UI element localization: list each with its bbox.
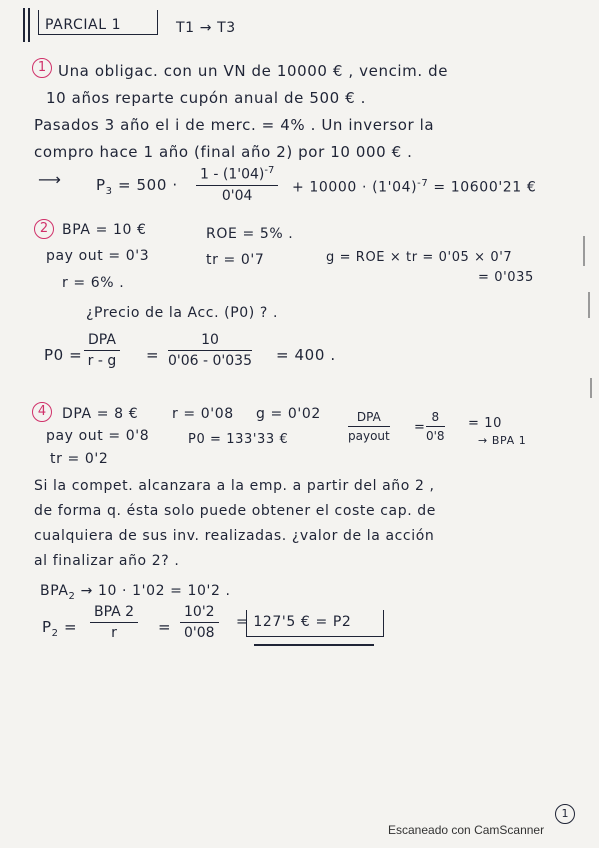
ex2-g-formula: g = ROE × tr = 0'05 × 0'7 [326, 250, 513, 265]
ex1-line-4: compro hace 1 año (final año 2) por 10 000 € . [34, 143, 413, 161]
ex4-frac-result: = 10 [468, 416, 502, 431]
ex4-p2-equals: = [158, 618, 172, 636]
ex1-formula-rest: + $10000 \cdot (1'04)^{-7} = 10600'21$ € [292, 178, 537, 196]
ex4-p0: P0 = 133'33 € [188, 432, 289, 447]
page-number: 1 [555, 804, 575, 824]
ex4-text-line-3: cualquiera de sus inv. realizadas. ¿valor de la acción [34, 528, 435, 544]
margin-line [28, 8, 30, 42]
exercise-1-number: 1 [32, 58, 52, 78]
ex4-result-underline [254, 644, 374, 646]
ex4-payout: pay out = 0'8 [46, 428, 150, 444]
ex2-payout: pay out = 0'3 [46, 248, 150, 264]
ex1-line-1: Una obligac. con un VN de 10000 € , vencim. de [58, 62, 449, 80]
ex2-r: r = 6% . [62, 275, 125, 291]
ex4-p2-fraction-values: $\frac{10'2}{0'08}$ [180, 604, 219, 641]
arrow-icon: ⟶ [38, 170, 62, 189]
ex4-p2-label: $P_2$ = [42, 618, 78, 639]
ex4-fraction-dpa-payout: DPA payout [348, 410, 390, 443]
ex1-formula-lhs: $P_3 = 500$ · [96, 176, 178, 197]
ex2-tr: tr = 0'7 [206, 252, 265, 268]
scan-edge-mark [590, 378, 592, 398]
ex1-line-2: 10 años reparte cupón anual de 500 € . [46, 89, 366, 107]
header-title: PARCIAL 1 [45, 17, 122, 33]
scan-edge-mark [583, 236, 585, 266]
scan-edge-mark [588, 292, 590, 318]
margin-line [23, 8, 25, 42]
header-topics: T1 → T3 [176, 20, 236, 36]
ex1-line-3: Pasados 3 año el i de merc. = 4% . Un inversor la [34, 116, 435, 134]
ex2-g-result: = 0'035 [478, 270, 534, 285]
ex2-result: = 400 . [276, 346, 336, 364]
ex2-question: ¿Precio de la Acc. (P0) ? . [86, 305, 279, 321]
ex4-text-line-2: de forma q. ésta solo puede obtener el coste cap. de [34, 503, 436, 519]
ex2-equals: = [146, 346, 160, 364]
ex4-g: g = 0'02 [256, 406, 321, 422]
ex4-fraction-values: $\frac{8}{0'8}$ [426, 410, 445, 443]
ex4-p2-fraction-bpa: BPA 2 r [90, 604, 138, 641]
ex4-text-line-1: Si la compet. alcanzara a la emp. a partir del año 2 , [34, 478, 435, 494]
ex2-fraction-dpa: DPA r - g [84, 332, 120, 369]
ex4-p2-result: = 127'5 € = P2 [236, 614, 352, 630]
ex4-frac-note: → BPA 1 [478, 434, 527, 447]
ex4-frac-equals: = [414, 420, 426, 435]
exercise-4-number: 4 [32, 402, 52, 422]
ex2-bpa: BPA = 10 € [62, 222, 147, 238]
exercise-2-number: 2 [34, 219, 54, 239]
ex4-tr: tr = 0'2 [50, 451, 109, 467]
ex4-bpa2-line: $BPA_2 \to 10 \cdot 1'02 = 10'2$ . [40, 583, 231, 602]
ex1-annuity-fraction: $\frac{1 - (1'04)^{-7}}{0'04}$ [196, 165, 278, 204]
ex2-fraction-values: $\frac{10}{0'06 - 0'035}$ [168, 332, 252, 369]
ex4-text-line-4: al finalizar año 2? . [34, 553, 180, 569]
ex4-r: r = 0'08 [172, 406, 234, 422]
scanner-watermark: Escaneado con CamScanner [388, 823, 545, 837]
ex4-dpa: DPA = 8 € [62, 406, 139, 422]
ex2-roe: ROE = 5% . [206, 226, 294, 242]
ex2-p0-label: P0 = [44, 346, 83, 364]
